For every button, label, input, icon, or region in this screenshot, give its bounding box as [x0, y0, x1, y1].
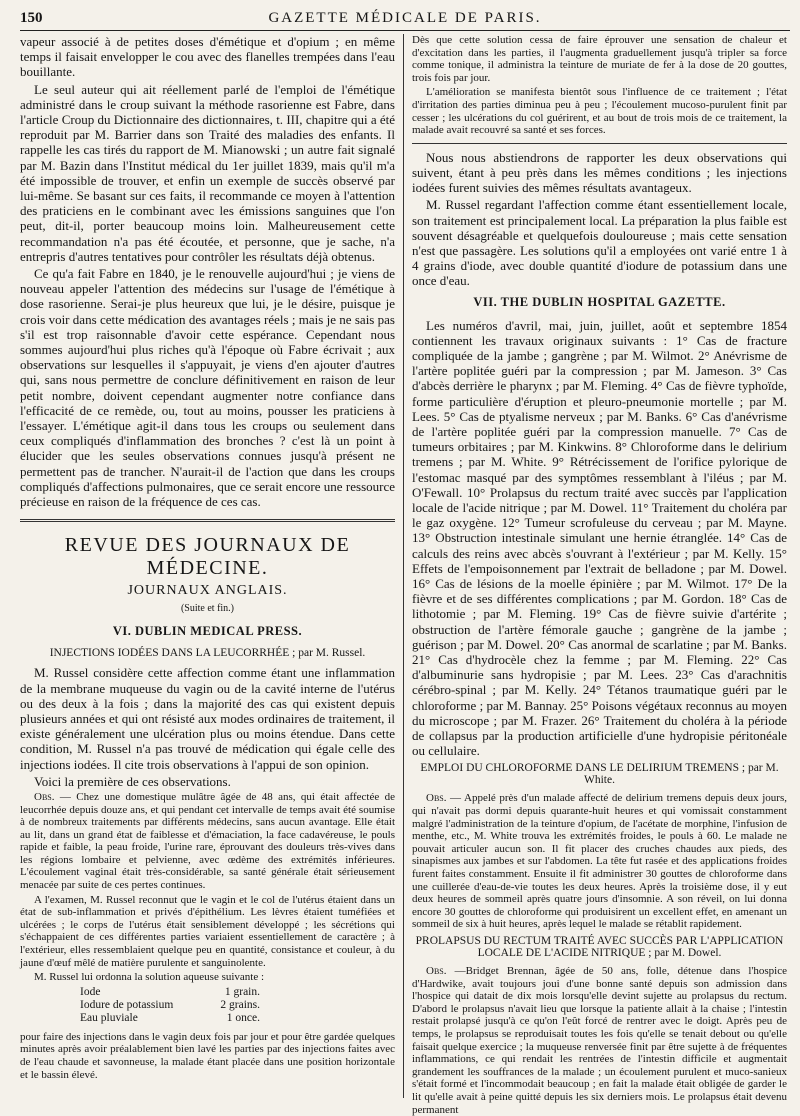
paragraph: Le seul auteur qui ait réellement parlé de l'emploi de l'émétique administré dans le croup suivant la méthode rasorienne est Fabre, dans l'article Croup du Dictionnaire des dictionnaires, t. III, chapitre qui a été reproduit par M. Barrier dans son Traité des maladies des enfants. Il rappelle les cas tirés du rapport de M. Mianowski ; un autre fait signalé par M. Bazin dans l'Institut médical du 1er juillet 1839, mais qu'il m'a été impossible de trouver, et enfin un exemple de succès observé par lui-même. Se basant sur ces faits, il recommande ce moyen à l'attention des praticiens en le combinant avec les émissions sanguines que l'on peut, dit-il, porter beaucoup moins loin. Malheureusement cette recommandation n'a pas été écoutée, et personne, que je sache, n'a entrepris d'autres tentatives pour contrôler les résultats déjà obtenus.	[20, 81, 395, 264]
section-heading: VII. THE DUBLIN HOSPITAL GAZETTE.	[473, 294, 726, 309]
ingredient: Iode	[80, 985, 101, 998]
article-title: INJECTIONS IODÉES DANS LA LEUCORRHÉE ; par M. Russel.	[49, 647, 366, 660]
journal-title: GAZETTE MÉDICALE DE PARIS.	[268, 10, 542, 26]
ingredient: Iodure de potassium	[80, 998, 174, 1011]
section-heading: VI. DUBLIN MEDICAL PRESS.	[112, 624, 303, 639]
right-column	[412, 34, 787, 1116]
paragraph: A l'examen, M. Russel reconnut que le vagin et le col de l'utérus étaient dans un état de sub-inflammation et privés d'épithélium. Les lèvres étaient tuméfiées et ulcérées ; le corps de l'utérus était sensiblement développé ; les sécrétions qui s'échappaient de ces différentes parties variaient essentiellement de caractère ; à l'extérieur, elles ressemblaient quelque peu en quantité, consistance et couleur, à du jaune d'œuf mêlé de matière purulente et sanguinolente.	[20, 893, 395, 969]
paragraph: Les numéros d'avril, mai, juin, juillet, août et septembre 1854 contiennent les travaux originaux suivants : 1° Cas de fracture compliquée de la jambe ; gangrène ; par M. Wilmot. 2° Anévrisme de l'artère poplitée guéri par la compression ; par M. Jameson. 3° Cas d'abcès derrière le pharynx ; par M. Fleming. 4° Cas de fièvre typhoïde, forme particulière d'éruption et pleuro-pneumonie mortelle ; par M. Lees. 5° Cas de ptyalisme nerveux ; par M. Banks. 6° Cas d'anévrisme de l'artère poplitée guéri par la compression manuelle. 7° Cas de tumeurs orbitaires ; par M. Kinkwins. 8° Chloroforme dans le delirium tremens ; par M. White. 9° Rétrécissement de l'orifice pylorique de l'estomac masqué par des symptômes ressemblant à l'iléus ; par M. O'Fewall. 10° Prolapsus du rectum traité avec succès par l'application locale de l'acide nitrique ; par M. Dowel. 11° Traitement du choléra par le gaz oxygène. 12° Tumeur scrofuleuse du cerveau ; par M. Mayne. 13° Obstruction intestinale simulant une hernie étranglée. 14° Cas de calculs des reins avec abcès s'ouvrant à l'extérieur ; par M. Kelly. 15° Effets de l'empoisonnement par l'extrait de belladone ; par M. Dowel. 16° Cas de lésions de la moelle épinière ; par M. Wilmot. 17° De la fièvre et de ses différentes complications ; par M. Gordon. 18° Cas de lithotomie ; par M. Fleming. 19° Cas de fièvre suivie d'artérite ; obstruction de l'artère fémorale gauche ; gangrène de la jambe ; guérison ; par M. Dowel. 20° Cas anormal de scarlatine ; par M. Banks. 21° Cas d'hydrocèle chez la femme ; par M. Fleming. 22° Cas d'albuminurie sans hydropisie ; par M. Lees. 23° Cas d'arachnitis cérébro-spinal ; par M. Kelly. 24° Tétanos traumatique guéri par le chloroforme ; par M. Bannay. 25° Poisons végétaux reconnus au moyen du microscope ; par M. Frazer. 26° Traitement du choléra à la période de collapsus par la production artificielle d'une hydropisie péritonéale ou cellulaire.	[412, 317, 787, 759]
quantity: 1 grain.	[224, 985, 260, 998]
obs-text: —Bridget Brennan, âgée de 50 ans, folle, détenue dans l'hospice d'Hardwike, avait toujours joui d'une bonne santé depuis son admission dans l'hospice qui datait de dix mois lorsqu'elle devint sujette au prolapsus du rectum. D'abord le prolapsus n'avait lieu que lorsque la patiente allait à la chaise ; l'intestin restait prolapsé jusqu'à ce qu'on l'eût forcé de rentrer avec le doigt. Après peu de temps, le prolapsus se reproduisait toutes les fois qu'elle se tenait debout ou qu'elle faisait quelque exercice ; la muqueuse renversée finit par être sujette à de fréquentes inflammations, ce qui rendait les rentrées de l'intestin difficile et augmentait grandement les souffrances de la malade ; un écoulement purulent et muco-sanieux s'était formé et l'incommodait beaucoup ; en fait la malade était obligée de garder le lit qu'elle avait à peine quitté depuis les six derniers mois. Le prolapsus était devenu permanent	[412, 965, 787, 1116]
left-column	[20, 34, 395, 1098]
paragraph: L'amélioration se manifesta bientôt sous l'influence de ce traitement ; l'état d'irritation des parties diminua peu à peu ; l'écoulement mucoso-purulent finit par cesser ; les ulcérations du col guérirent, et au bout de trois mois de ce traitement, la malade avait recouvré sa santé et ses forces.	[412, 86, 787, 137]
paragraph: Dès que cette solution cessa de faire éprouver une sensation de chaleur et d'excitation dans les parties, il l'augmenta graduellement jusqu'à tripler sa force comme tonique, il administra la teinture de muriate de fer à la dose de 20 gouttes, trois fois par jour.	[412, 34, 787, 84]
review-title: REVUE DES JOURNAUX DE MÉDECINE.	[64, 534, 351, 580]
obs-text: — Chez une domestique mulâtre âgée de 48 ans, qui était affectée de leucorrhée depuis douze ans, et qui pendant cet intervalle de temps avait été soumise à de nombreux traitements par différents médecins, sans aucun avantage. Elle était au lit, dans un grand état de faiblesse et d'émaciation, la face cadavéreuse, le pouls rapide et faible, la peau froide, l'urine rare, éprouvant des douleurs très-vives dans les régions lombaire et pelvienne, avec œdème des extrémités inférieures. L'écoulement vaginal était très-considérable, sa santé générale était sérieusement menacée par suite de ces pertes continues.	[20, 790, 396, 892]
paragraph: M. Russel lui ordonna la solution aqueuse suivante :	[34, 971, 265, 984]
observation	[412, 792, 787, 931]
obs-label: Obs.	[426, 792, 447, 805]
review-subtitle: JOURNAUX ANGLAIS.	[127, 583, 288, 599]
prescription-row	[80, 999, 260, 1012]
review-note: (Suite et fin.)	[180, 603, 235, 615]
article-title: EMPLOI DU CHLOROFORME DANS LE DELIRIUM TREMENS ; par M. White.	[420, 762, 779, 787]
obs-text: — Appelé près d'un malade affecté de delirium tremens depuis deux jours, qui n'avait pas dormi depuis quarante-huit heures et qui vomissait constamment malgré l'administration de la teinture d'opium, de l'acétate de morphine, l'infusion de menthe, etc., M. White trouva les extrémités froides, le pouls à 60. Le malade ne pouvait articuler aucun son. Il fit placer des cruches chaudes aux pieds, des sinapismes aux jambes et sur l'abdomen. La tête fut rasée et des applications froides furent faites constamment. Ensuite il fit administrer 30 gouttes de chloroforme dans une cuillerée d'eau-de-vie toutes les deux heures. Après la troisième dose, il y eut deux heures de sommeil après quatre jours d'insomnie. A son réveil, on lui donna encore 30 gouttes de chloroforme qui produisirent un excellent effet, en amenant un sommeil de six à huit heures, après lequel le malade se rétablit rapidement.	[412, 792, 787, 931]
prescription-row	[80, 986, 260, 999]
page-header	[20, 8, 790, 31]
obs-label: Obs.	[426, 965, 447, 977]
paragraph: pour faire des injections dans le vagin deux fois par jour et pour être gardée quelques minutes après avoir préalablement bien lavé les parties par des injections faites avec de l'eau chaude et savonneuse, la malade étant placée dans une position horizontale et le bassin élevé.	[20, 1030, 395, 1081]
paragraph: M. Russel regardant l'affection comme étant essentiellement locale, son traitement est principalement local. La préparation la plus faible est souvent désagréable et quelquefois douloureuse ; mais cette sensation n'est que passagère. Les solutions qu'il a employées ont varié entre 1 à 4 grains d'iode, avec double quantité d'iodure de potassium dans une once d'eau.	[412, 197, 787, 289]
paragraph: Voici la première de ces observations.	[34, 773, 231, 789]
paragraph: M. Russel considère cette affection comme étant une inflammation de la membrane muqueuse du vagin ou de la cavité interne de l'utérus ou des deux à la fois ; dans la majorité des cas qui existent depuis plusieurs années et qui ont résisté aux modes ordinaires de traitement, il existe généralement une ulcération plus ou moins étendue. Dans cette condition, M. Russel n'a pas trouvé de médication qui égale celle des injections iodées. Il cite trois observations à l'appui de son opinion.	[20, 665, 395, 772]
article-title: PROLAPSUS DU RECTUM TRAITÉ AVEC SUCCÈS PAR L'APPLICATION LOCALE DE L'ACIDE NITRIQUE ; par M. Dowel.	[415, 935, 784, 959]
columns	[20, 34, 790, 1116]
quantity: 1 once.	[226, 1011, 260, 1024]
newspaper-page	[20, 8, 790, 1116]
page-number: 150	[20, 10, 43, 26]
divider	[412, 143, 787, 144]
column-rule	[403, 34, 404, 1098]
obs-label: Obs.	[34, 790, 55, 803]
prescription-row	[80, 1012, 260, 1025]
prescription	[80, 986, 395, 1025]
paragraph: vapeur associé à de petites doses d'émétique et d'opium ; en même temps il faisait envelopper le cou avec des flanelles trempées dans l'eau bouillante.	[20, 34, 395, 80]
paragraph: Ce qu'a fait Fabre en 1840, je le renouvelle aujourd'hui ; je viens de nouveau appeler l'attention des médecins sur l'usage de l'émétique à dose rasorienne. Serai-je plus heureux que lui, je le désire, puisque je crois voir dans cette médication des avantages réels ; mais je ne sais pas s'il est trop raisonnable d'avoir cette espérance. Cependant nous sommes aujourd'hui plus riches qu'à l'époque où Fabre écrivait ; aux observations sur lesquelles il s'appuyait, je viens d'en ajouter d'autres qui, sans nous permettre de conclure définitivement en raison de leur petit nombre, doivent cependant augmenter notre confiance dans l'efficacité de ce remède, ou, tout au moins, pousser les praticiens à l'essayer. L'émétique agit-il dans tous les croups ou seulement dans ceux compliqués d'inflammation des bronches ? c'est là un point à élucider que les seules observations connues jusqu'à présent ne permettent pas de trancher. N'aurait-il de l'action que dans les croups compliqués d'affections pulmonaires, que ce serait encore une ressource précieuse en raison de la fréquence de ces cas.	[20, 266, 395, 510]
section-divider	[20, 519, 395, 522]
observation	[20, 791, 395, 892]
paragraph: Nous nous abstiendrons de rapporter les deux observations qui suivent, étant à peu près dans les mêmes conditions ; les injections iodées furent suivies des mêmes résultats avantageux.	[412, 149, 787, 196]
ingredient: Eau pluviale	[80, 1011, 138, 1024]
observation	[412, 965, 787, 1116]
quantity: 2 grains.	[220, 998, 260, 1011]
